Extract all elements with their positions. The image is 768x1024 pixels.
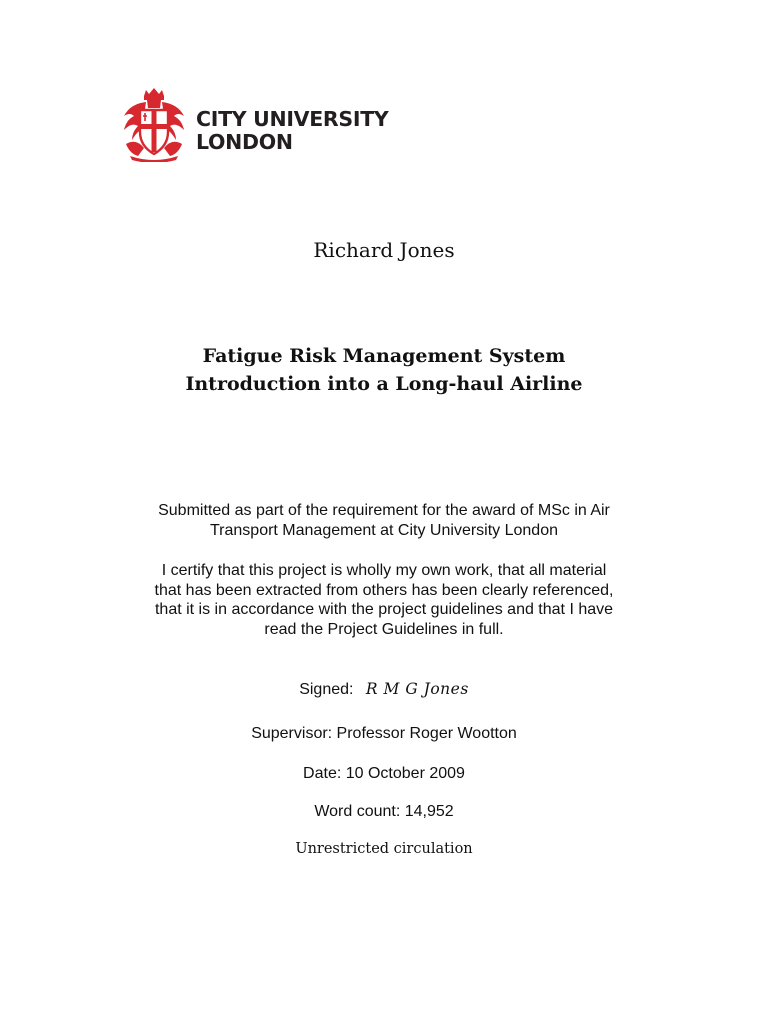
university-logo (116, 86, 396, 162)
date-line: Date: 10 October 2009 (303, 765, 465, 782)
certification-line-3: that it is in accordance with the project guidelines and that I have (154, 601, 614, 618)
signature-line (0, 680, 768, 704)
handwritten-signature: R M G Jones (365, 680, 469, 698)
certification-line-4: read the Project Guidelines in full. (264, 620, 504, 638)
wordmark-line-1: CITY UNIVERSITY (196, 107, 389, 131)
certification-line-1: I certify that this project is wholly my own work, that all material (161, 562, 607, 579)
signed-label: Signed: (299, 681, 354, 698)
university-crest-icon (116, 86, 192, 162)
author-name: Richard Jones (313, 238, 455, 262)
circulation-notice: Unrestricted circulation (295, 841, 473, 857)
submission-statement (0, 501, 768, 540)
title-line-1: Fatigue Risk Management System (202, 345, 566, 367)
certification-line-2: that has been extracted from others has been clearly referenced, (154, 581, 614, 599)
word-count-line: Word count: 14,952 (314, 803, 454, 820)
document-title (0, 342, 768, 398)
submission-line-1: Submitted as part of the requirement for the award of MSc in Air (158, 502, 610, 519)
submission-line-2: Transport Management at City University London (209, 521, 558, 539)
university-wordmark (196, 108, 388, 154)
certification-statement (0, 561, 768, 639)
supervisor-line: Supervisor: Professor Roger Wootton (251, 725, 517, 742)
title-line-2: Introduction into a Long-haul Airline (185, 373, 583, 395)
wordmark-line-2: LONDON (196, 130, 293, 154)
